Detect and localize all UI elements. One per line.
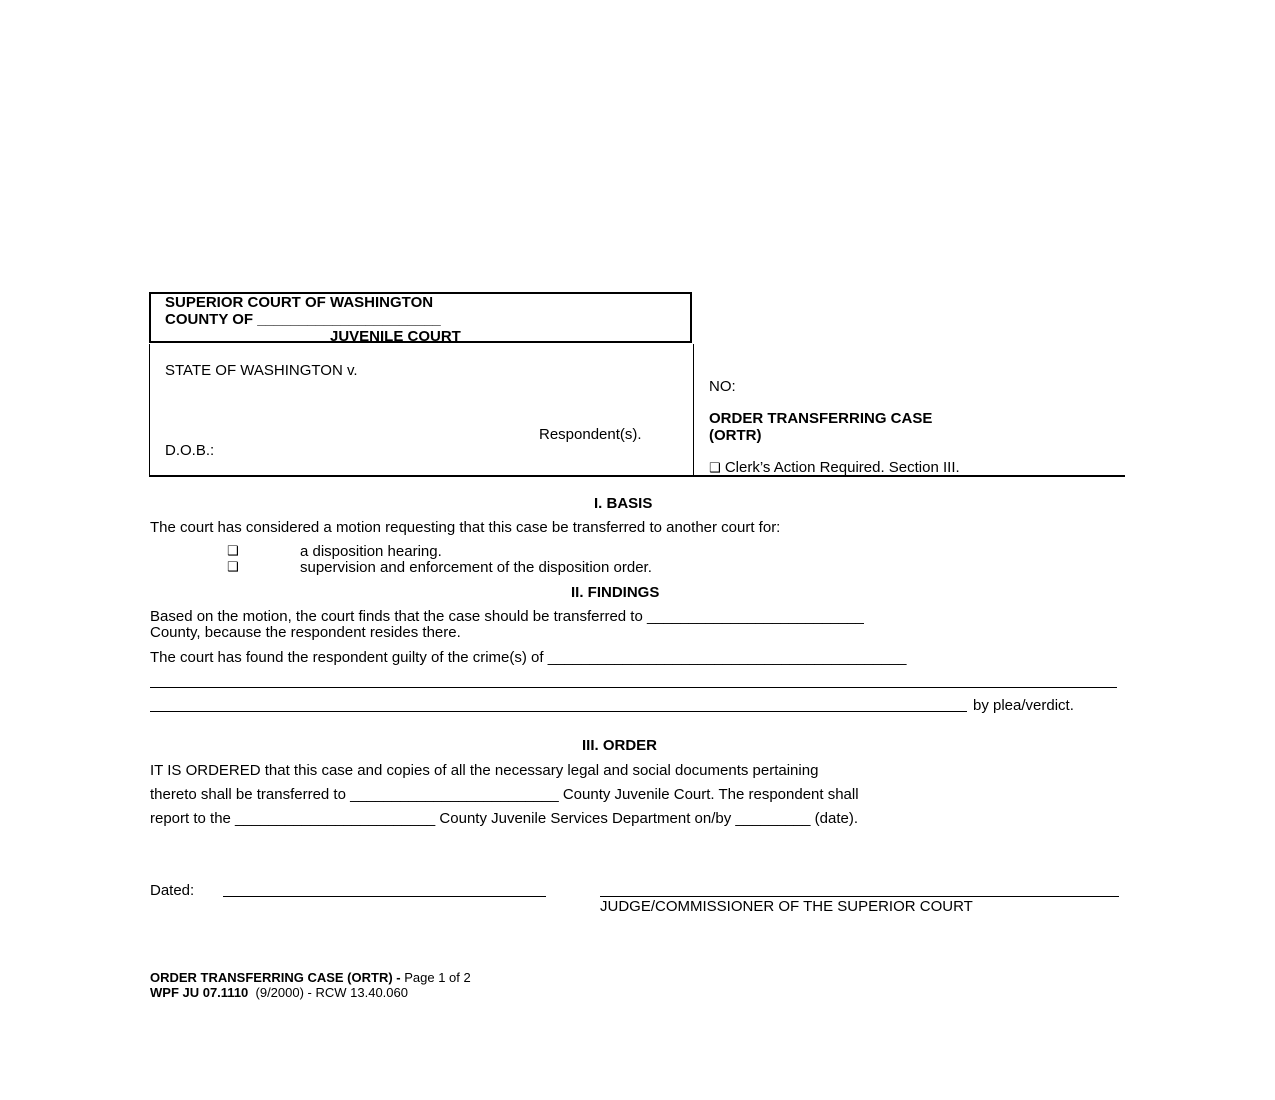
juvenile-court-label: JUVENILE COURT bbox=[330, 328, 461, 345]
basis-heading: I. BASIS bbox=[594, 495, 653, 512]
findings-transfer-line: Based on the motion, the court finds that the case should be transferred to __________________________ bbox=[150, 608, 864, 625]
plea-verdict-label: by plea/verdict. bbox=[973, 697, 1074, 714]
footer-title: ORDER TRANSFERRING CASE (ORTR) - bbox=[150, 970, 401, 985]
judge-label: JUDGE/COMMISSIONER OF THE SUPERIOR COURT bbox=[600, 898, 973, 915]
county-line: COUNTY OF ______________________ bbox=[165, 311, 441, 328]
caption-bottom-rule bbox=[149, 475, 1125, 477]
order-line-1: IT IS ORDERED that this case and copies of all the necessary legal and social documents pertaining bbox=[150, 762, 819, 779]
disposition-hearing-checkbox[interactable]: ❑ bbox=[227, 544, 239, 559]
judge-signature-line bbox=[600, 896, 1119, 897]
supervision-label: supervision and enforcement of the disposition order. bbox=[300, 559, 652, 576]
footer-form-row bbox=[150, 985, 408, 1000]
case-number-label: NO: bbox=[709, 378, 736, 395]
disposition-hearing-label: a disposition hearing. bbox=[300, 543, 442, 560]
findings-crimes-line: The court has found the respondent guilty of the crime(s) of ___________________________________________ bbox=[150, 649, 907, 666]
order-line-3: report to the ________________________ County Juvenile Services Department on/by _________ (date). bbox=[150, 810, 859, 827]
document-code: (ORTR) bbox=[709, 427, 762, 444]
clerk-action-row bbox=[709, 459, 960, 476]
crimes-blank-2 bbox=[150, 711, 967, 712]
clerk-action-checkbox[interactable]: ❑ bbox=[709, 461, 721, 476]
order-line-2: thereto shall be transferred to _________________________ County Juvenile Court. The respondent shall bbox=[150, 786, 859, 803]
clerk-action-label: Clerk’s Action Required. Section III. bbox=[724, 459, 960, 476]
basis-intro: The court has considered a motion requesting that this case be transferred to another court for: bbox=[150, 519, 781, 536]
left-divider bbox=[149, 344, 150, 476]
footer-page: Page 1 of 2 bbox=[400, 970, 471, 985]
footer-form-details: (9/2000) - RCW 13.40.060 bbox=[248, 985, 408, 1000]
dob-label: D.O.B.: bbox=[165, 442, 215, 459]
footer-form-number: WPF JU 07.1110 bbox=[150, 985, 249, 1000]
findings-county-line: County, because the respondent resides there. bbox=[150, 624, 461, 641]
respondents-label: Respondent(s). bbox=[539, 426, 642, 443]
supervision-checkbox[interactable]: ❑ bbox=[227, 560, 239, 575]
dated-blank bbox=[223, 896, 546, 897]
order-heading: III. ORDER bbox=[582, 737, 658, 754]
dated-label: Dated: bbox=[150, 882, 195, 899]
state-line: STATE OF WASHINGTON v. bbox=[165, 362, 358, 379]
footer-title-row bbox=[150, 970, 471, 985]
findings-heading: II. FINDINGS bbox=[571, 584, 660, 601]
crimes-blank-1 bbox=[150, 687, 1117, 688]
document-title: ORDER TRANSFERRING CASE bbox=[709, 410, 933, 427]
center-divider bbox=[693, 344, 694, 476]
court-name: SUPERIOR COURT OF WASHINGTON bbox=[165, 294, 434, 311]
